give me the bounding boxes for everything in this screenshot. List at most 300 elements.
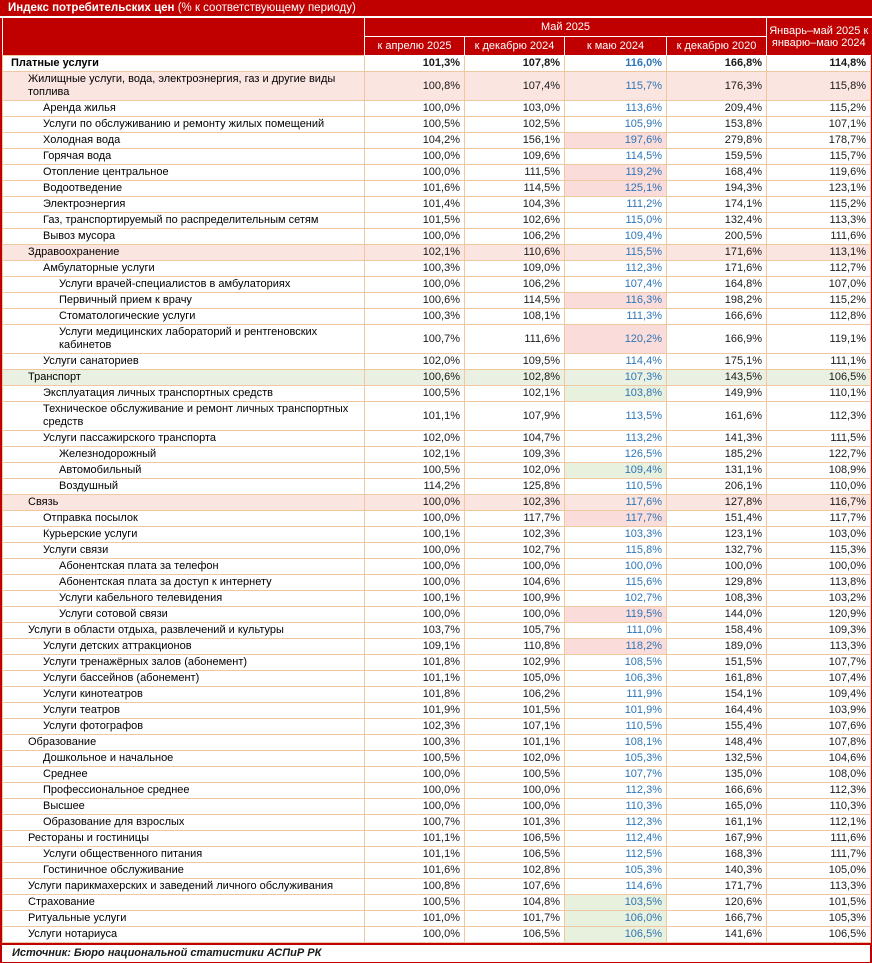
value-cell: 131,1% <box>667 463 767 479</box>
value-cell: 105,3% <box>767 911 871 927</box>
table-row <box>3 245 871 261</box>
value-cell: 115,6% <box>565 575 667 591</box>
value-cell: 109,3% <box>767 623 871 639</box>
value-cell: 109,5% <box>465 354 565 370</box>
row-label: Рестораны и гостиницы <box>3 831 365 847</box>
row-label: Высшее <box>3 799 365 815</box>
value-cell: 111,6% <box>767 229 871 245</box>
value-cell: 109,0% <box>465 261 565 277</box>
table-row <box>3 575 871 591</box>
value-cell: 151,5% <box>667 655 767 671</box>
table-body <box>3 56 871 943</box>
value-cell: 100,3% <box>365 309 465 325</box>
row-label: Отправка посылок <box>3 511 365 527</box>
row-label: Образование <box>3 735 365 751</box>
value-cell: 100,8% <box>365 879 465 895</box>
value-cell: 106,5% <box>465 847 565 863</box>
value-cell: 143,5% <box>667 370 767 386</box>
value-cell: 279,8% <box>667 133 767 149</box>
value-cell: 102,0% <box>365 431 465 447</box>
value-cell: 100,0% <box>365 149 465 165</box>
value-cell: 109,1% <box>365 639 465 655</box>
value-cell: 194,3% <box>667 181 767 197</box>
value-cell: 102,1% <box>365 447 465 463</box>
value-cell: 102,8% <box>465 370 565 386</box>
value-cell: 110,3% <box>565 799 667 815</box>
value-cell: 115,7% <box>565 72 667 101</box>
value-cell: 119,5% <box>565 607 667 623</box>
row-label: Услуги бассейнов (абонемент) <box>3 671 365 687</box>
value-cell: 102,1% <box>365 245 465 261</box>
column-header-apr2025: к апрелю 2025 <box>365 37 465 56</box>
table-row <box>3 495 871 511</box>
value-cell: 100,5% <box>365 463 465 479</box>
value-cell: 101,9% <box>365 703 465 719</box>
value-cell: 101,1% <box>365 831 465 847</box>
table-row <box>3 181 871 197</box>
value-cell: 115,2% <box>767 101 871 117</box>
value-cell: 198,2% <box>667 293 767 309</box>
value-cell: 102,0% <box>465 463 565 479</box>
value-cell: 101,8% <box>365 655 465 671</box>
row-label: Среднее <box>3 767 365 783</box>
value-cell: 112,8% <box>767 309 871 325</box>
table-row <box>3 735 871 751</box>
value-cell: 119,6% <box>767 165 871 181</box>
value-cell: 112,1% <box>767 815 871 831</box>
label-column-header <box>3 18 365 56</box>
value-cell: 141,3% <box>667 431 767 447</box>
value-cell: 117,7% <box>767 511 871 527</box>
row-label: Горячая вода <box>3 149 365 165</box>
value-cell: 164,8% <box>667 277 767 293</box>
value-cell: 100,0% <box>365 799 465 815</box>
row-label: Железнодорожный <box>3 447 365 463</box>
value-cell: 108,9% <box>767 463 871 479</box>
row-label: Стоматологические услуги <box>3 309 365 325</box>
row-label: Автомобильный <box>3 463 365 479</box>
value-cell: 151,4% <box>667 511 767 527</box>
value-cell: 112,3% <box>767 783 871 799</box>
page-title-bold: Индекс потребительских цен <box>8 2 175 14</box>
row-label: Воздушный <box>3 479 365 495</box>
table-row <box>3 815 871 831</box>
value-cell: 104,6% <box>465 575 565 591</box>
value-cell: 102,1% <box>465 386 565 402</box>
value-cell: 113,1% <box>767 245 871 261</box>
value-cell: 132,5% <box>667 751 767 767</box>
table-row <box>3 197 871 213</box>
value-cell: 100,3% <box>365 735 465 751</box>
value-cell: 101,5% <box>767 895 871 911</box>
value-cell: 140,3% <box>667 863 767 879</box>
value-cell: 100,0% <box>465 559 565 575</box>
value-cell: 159,5% <box>667 149 767 165</box>
value-cell: 103,7% <box>365 623 465 639</box>
page-title <box>0 0 872 18</box>
value-cell: 102,7% <box>565 591 667 607</box>
value-cell: 113,5% <box>565 402 667 431</box>
value-cell: 110,0% <box>767 479 871 495</box>
table-row <box>3 799 871 815</box>
table-header <box>3 18 871 56</box>
value-cell: 114,8% <box>767 56 871 72</box>
value-cell: 175,1% <box>667 354 767 370</box>
row-label: Эксплуатация личных транспортных средств <box>3 386 365 402</box>
row-label: Гостиничное обслуживание <box>3 863 365 879</box>
value-cell: 116,7% <box>767 495 871 511</box>
value-cell: 115,3% <box>767 543 871 559</box>
value-cell: 101,3% <box>465 815 565 831</box>
value-cell: 112,3% <box>565 815 667 831</box>
value-cell: 111,5% <box>767 431 871 447</box>
table-row <box>3 703 871 719</box>
value-cell: 101,7% <box>465 911 565 927</box>
row-label: Профессиональное среднее <box>3 783 365 799</box>
value-cell: 167,9% <box>667 831 767 847</box>
value-cell: 102,0% <box>365 354 465 370</box>
value-cell: 109,6% <box>465 149 565 165</box>
value-cell: 120,6% <box>667 895 767 911</box>
value-cell: 102,9% <box>465 655 565 671</box>
table-row <box>3 261 871 277</box>
value-cell: 104,6% <box>767 751 871 767</box>
table-row <box>3 655 871 671</box>
value-cell: 106,2% <box>465 687 565 703</box>
value-cell: 111,0% <box>565 623 667 639</box>
table-row <box>3 101 871 117</box>
value-cell: 102,3% <box>465 495 565 511</box>
value-cell: 114,5% <box>465 181 565 197</box>
value-cell: 109,4% <box>565 463 667 479</box>
value-cell: 125,1% <box>565 181 667 197</box>
row-label: Услуги фотографов <box>3 719 365 735</box>
value-cell: 100,0% <box>365 607 465 623</box>
value-cell: 101,1% <box>465 735 565 751</box>
value-cell: 100,0% <box>365 495 465 511</box>
table-row <box>3 165 871 181</box>
table-row <box>3 309 871 325</box>
table-row <box>3 133 871 149</box>
value-cell: 115,2% <box>767 197 871 213</box>
table-row <box>3 895 871 911</box>
row-label: Здравоохранение <box>3 245 365 261</box>
value-cell: 132,7% <box>667 543 767 559</box>
table-row <box>3 56 871 72</box>
value-cell: 101,1% <box>365 402 465 431</box>
table-row <box>3 591 871 607</box>
column-header-dec2020: к декабрю 2020 <box>667 37 767 56</box>
value-cell: 108,1% <box>565 735 667 751</box>
row-label: Платные услуги <box>3 56 365 72</box>
value-cell: 100,0% <box>465 607 565 623</box>
value-cell: 107,8% <box>465 56 565 72</box>
value-cell: 110,3% <box>767 799 871 815</box>
value-cell: 166,6% <box>667 783 767 799</box>
cpi-table <box>2 18 871 943</box>
value-cell: 113,6% <box>565 101 667 117</box>
value-cell: 197,6% <box>565 133 667 149</box>
value-cell: 106,2% <box>465 277 565 293</box>
table-row <box>3 527 871 543</box>
value-cell: 110,6% <box>465 245 565 261</box>
value-cell: 161,1% <box>667 815 767 831</box>
value-cell: 200,5% <box>667 229 767 245</box>
value-cell: 100,0% <box>365 559 465 575</box>
value-cell: 100,3% <box>365 261 465 277</box>
value-cell: 107,1% <box>465 719 565 735</box>
row-label: Электроэнергия <box>3 197 365 213</box>
table-row <box>3 847 871 863</box>
value-cell: 185,2% <box>667 447 767 463</box>
row-label: Абонентская плата за доступ к интернету <box>3 575 365 591</box>
value-cell: 125,8% <box>465 479 565 495</box>
value-cell: 113,3% <box>767 879 871 895</box>
value-cell: 114,4% <box>565 354 667 370</box>
value-cell: 100,0% <box>365 511 465 527</box>
value-cell: 100,5% <box>365 895 465 911</box>
row-label: Жилищные услуги, вода, электроэнергия, газ и другие виды топлива <box>3 72 365 101</box>
row-label: Холодная вода <box>3 133 365 149</box>
value-cell: 114,6% <box>565 879 667 895</box>
table-row <box>3 325 871 354</box>
value-cell: 109,3% <box>465 447 565 463</box>
value-cell: 100,7% <box>365 325 465 354</box>
value-cell: 103,0% <box>465 101 565 117</box>
value-cell: 112,3% <box>767 402 871 431</box>
row-label: Дошкольное и начальное <box>3 751 365 767</box>
value-cell: 102,7% <box>465 543 565 559</box>
row-label: Услуги санаториев <box>3 354 365 370</box>
value-cell: 129,8% <box>667 575 767 591</box>
value-cell: 100,0% <box>767 559 871 575</box>
value-cell: 116,0% <box>565 56 667 72</box>
value-cell: 176,3% <box>667 72 767 101</box>
row-label: Услуги театров <box>3 703 365 719</box>
value-cell: 101,1% <box>365 847 465 863</box>
table-row <box>3 687 871 703</box>
table-row <box>3 354 871 370</box>
value-cell: 122,7% <box>767 447 871 463</box>
row-label: Вывоз мусора <box>3 229 365 245</box>
value-cell: 148,4% <box>667 735 767 751</box>
value-cell: 106,2% <box>465 229 565 245</box>
value-cell: 100,0% <box>365 783 465 799</box>
value-cell: 107,8% <box>767 735 871 751</box>
table-row <box>3 479 871 495</box>
table-row <box>3 927 871 943</box>
value-cell: 166,8% <box>667 56 767 72</box>
value-cell: 105,7% <box>465 623 565 639</box>
value-cell: 102,6% <box>465 213 565 229</box>
value-cell: 114,5% <box>465 293 565 309</box>
value-cell: 117,7% <box>565 511 667 527</box>
value-cell: 107,6% <box>465 879 565 895</box>
table-row <box>3 671 871 687</box>
value-cell: 112,5% <box>565 847 667 863</box>
value-cell: 105,9% <box>565 117 667 133</box>
row-label: Услуги парикмахерских и заведений личного обслуживания <box>3 879 365 895</box>
row-label: Услуги в области отдыха, развлечений и культуры <box>3 623 365 639</box>
value-cell: 111,7% <box>767 847 871 863</box>
value-cell: 100,0% <box>365 927 465 943</box>
value-cell: 101,6% <box>365 181 465 197</box>
row-label: Услуги детских аттракционов <box>3 639 365 655</box>
table-row <box>3 277 871 293</box>
value-cell: 105,3% <box>565 863 667 879</box>
value-cell: 111,2% <box>565 197 667 213</box>
value-cell: 108,3% <box>667 591 767 607</box>
value-cell: 107,7% <box>767 655 871 671</box>
value-cell: 113,3% <box>767 213 871 229</box>
value-cell: 107,0% <box>767 277 871 293</box>
value-cell: 112,4% <box>565 831 667 847</box>
value-cell: 100,0% <box>365 575 465 591</box>
value-cell: 101,5% <box>365 213 465 229</box>
value-cell: 100,0% <box>565 559 667 575</box>
value-cell: 126,5% <box>565 447 667 463</box>
value-cell: 100,5% <box>365 751 465 767</box>
value-cell: 107,6% <box>767 719 871 735</box>
value-cell: 112,7% <box>767 261 871 277</box>
table-row <box>3 370 871 386</box>
value-cell: 118,2% <box>565 639 667 655</box>
value-cell: 106,5% <box>565 927 667 943</box>
value-cell: 101,9% <box>565 703 667 719</box>
table-row <box>3 463 871 479</box>
value-cell: 100,0% <box>365 543 465 559</box>
value-cell: 123,1% <box>767 181 871 197</box>
value-cell: 107,4% <box>465 72 565 101</box>
value-cell: 100,0% <box>365 277 465 293</box>
value-cell: 165,0% <box>667 799 767 815</box>
value-cell: 166,6% <box>667 309 767 325</box>
value-cell: 171,7% <box>667 879 767 895</box>
table-row <box>3 719 871 735</box>
row-label: Амбулаторные услуги <box>3 261 365 277</box>
value-cell: 100,5% <box>365 117 465 133</box>
value-cell: 102,5% <box>465 117 565 133</box>
value-cell: 107,1% <box>767 117 871 133</box>
row-label: Образование для взрослых <box>3 815 365 831</box>
value-cell: 111,5% <box>465 165 565 181</box>
value-cell: 101,6% <box>365 863 465 879</box>
value-cell: 100,0% <box>365 767 465 783</box>
value-cell: 110,8% <box>465 639 565 655</box>
column-header-dec2024: к декабрю 2024 <box>465 37 565 56</box>
value-cell: 104,3% <box>465 197 565 213</box>
table-row <box>3 623 871 639</box>
value-cell: 171,6% <box>667 261 767 277</box>
row-label: Услуги связи <box>3 543 365 559</box>
row-label: Услуги сотовой связи <box>3 607 365 623</box>
value-cell: 100,1% <box>365 591 465 607</box>
value-cell: 164,4% <box>667 703 767 719</box>
row-label: Ритуальные услуги <box>3 911 365 927</box>
value-cell: 110,5% <box>565 719 667 735</box>
value-cell: 114,2% <box>365 479 465 495</box>
row-label: Услуги медицинских лабораторий и рентгеновских кабинетов <box>3 325 365 354</box>
value-cell: 101,3% <box>365 56 465 72</box>
value-cell: 102,3% <box>465 527 565 543</box>
value-cell: 206,1% <box>667 479 767 495</box>
value-cell: 110,5% <box>565 479 667 495</box>
table-row <box>3 751 871 767</box>
value-cell: 168,3% <box>667 847 767 863</box>
value-cell: 107,9% <box>465 402 565 431</box>
value-cell: 161,6% <box>667 402 767 431</box>
row-label: Первичный прием к врачу <box>3 293 365 309</box>
value-cell: 105,0% <box>767 863 871 879</box>
value-cell: 156,1% <box>465 133 565 149</box>
column-group-header: Май 2025 <box>365 18 767 37</box>
value-cell: 106,5% <box>465 927 565 943</box>
value-cell: 107,7% <box>565 767 667 783</box>
table-row <box>3 213 871 229</box>
table-row <box>3 607 871 623</box>
value-cell: 104,8% <box>465 895 565 911</box>
value-cell: 106,3% <box>565 671 667 687</box>
value-cell: 103,3% <box>565 527 667 543</box>
row-label: Курьерские услуги <box>3 527 365 543</box>
value-cell: 106,5% <box>767 927 871 943</box>
value-cell: 111,3% <box>565 309 667 325</box>
value-cell: 132,4% <box>667 213 767 229</box>
value-cell: 101,5% <box>465 703 565 719</box>
value-cell: 114,5% <box>565 149 667 165</box>
value-cell: 107,4% <box>565 277 667 293</box>
table-row <box>3 149 871 165</box>
value-cell: 100,9% <box>465 591 565 607</box>
row-label: Услуги кинотеатров <box>3 687 365 703</box>
value-cell: 113,2% <box>565 431 667 447</box>
table-row <box>3 117 871 133</box>
table-row <box>3 543 871 559</box>
value-cell: 100,8% <box>365 72 465 101</box>
value-cell: 108,0% <box>767 767 871 783</box>
table-row <box>3 72 871 101</box>
value-cell: 115,8% <box>767 72 871 101</box>
value-cell: 117,6% <box>565 495 667 511</box>
row-label: Техническое обслуживание и ремонт личных транспортных средств <box>3 402 365 431</box>
value-cell: 112,3% <box>565 783 667 799</box>
value-cell: 107,4% <box>767 671 871 687</box>
value-cell: 100,1% <box>365 527 465 543</box>
value-cell: 111,1% <box>767 354 871 370</box>
value-cell: 115,5% <box>565 245 667 261</box>
value-cell: 103,8% <box>565 386 667 402</box>
row-label: Услуги кабельного телевидения <box>3 591 365 607</box>
value-cell: 100,0% <box>365 165 465 181</box>
value-cell: 106,5% <box>465 831 565 847</box>
row-label: Услуги тренажёрных залов (абонемент) <box>3 655 365 671</box>
value-cell: 103,5% <box>565 895 667 911</box>
value-cell: 120,9% <box>767 607 871 623</box>
column-header-jan-may: Январь–май 2025 к январю–маю 2024 <box>767 18 871 56</box>
value-cell: 103,2% <box>767 591 871 607</box>
value-cell: 100,6% <box>365 370 465 386</box>
row-label: Услуги по обслуживанию и ремонту жилых помещений <box>3 117 365 133</box>
value-cell: 107,3% <box>565 370 667 386</box>
value-cell: 103,9% <box>767 703 871 719</box>
value-cell: 155,4% <box>667 719 767 735</box>
value-cell: 161,8% <box>667 671 767 687</box>
value-cell: 102,8% <box>465 863 565 879</box>
value-cell: 113,8% <box>767 575 871 591</box>
row-label: Услуги врачей-специалистов в амбулаториях <box>3 277 365 293</box>
table-row <box>3 402 871 431</box>
value-cell: 115,7% <box>767 149 871 165</box>
